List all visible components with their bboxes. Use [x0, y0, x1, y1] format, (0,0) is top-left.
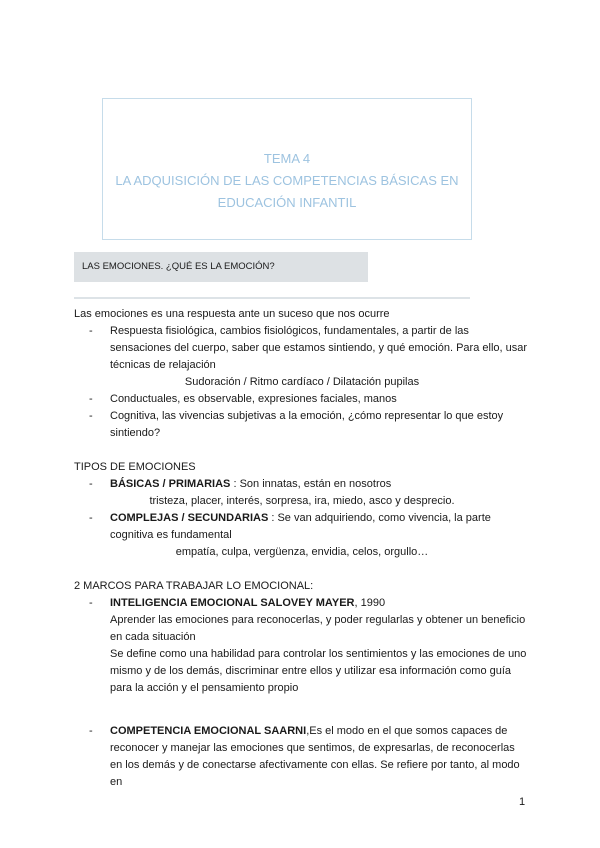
list-dash: -	[89, 325, 93, 337]
list-dash: -	[89, 410, 93, 422]
list-item	[74, 408, 530, 442]
complex-emotions-text: : Se van adquiriendo, como vivencia, la parte cognitiva es fundamental	[110, 512, 491, 541]
section-heading: LAS EMOCIONES. ¿QUÉ ES LA EMOCIÓN?	[74, 252, 368, 282]
intro-text: Las emociones es una respuesta ante un suceso que nos ocurre	[74, 308, 390, 320]
list-dash: -	[89, 393, 93, 405]
framework-1-year: , 1990	[354, 597, 386, 609]
title-box	[102, 98, 472, 240]
topic-number: TEMA 4	[263, 151, 311, 166]
document-body	[74, 306, 530, 791]
list-item	[74, 510, 530, 544]
topic-title-line-2: EDUCACIÓN INFANTIL	[217, 195, 357, 210]
frameworks-heading: 2 MARCOS PARA TRABAJAR LO EMOCIONAL:	[74, 580, 314, 592]
framework-1-paragraph-2: Se define como una habilidad para controlar los sentimientos y las emociones de uno mismo y de los demás, discriminar entre ellos y utilizar esa información como guía para la acción y el pensamiento propio	[110, 648, 527, 694]
list-item-text: Conductuales, es observable, expresiones faciales, manos	[110, 393, 397, 405]
types-heading: TIPOS DE EMOCIONES	[74, 461, 196, 473]
list-dash: -	[89, 512, 93, 524]
physiological-examples: Sudoración / Ritmo cardíaco / Dilatación pupilas	[184, 376, 420, 388]
framework-2-label: COMPETENCIA EMOCIONAL SAARNI	[110, 725, 307, 737]
list-dash: -	[89, 597, 93, 609]
framework-1-label: INTELIGENCIA EMOCIONAL SALOVEY MAYER	[110, 597, 355, 609]
list-item-text: Cognitiva, las vivencias subjetivas a la emoción, ¿cómo representar lo que estoy sintiendo?	[110, 410, 504, 439]
basic-emotions-label: BÁSICAS / PRIMARIAS	[110, 478, 231, 490]
list-item	[74, 595, 530, 697]
list-item	[74, 323, 530, 374]
framework-1-paragraph-1: Aprender las emociones para reconocerlas, y poder regularlas y obtener un beneficio en cada situación	[110, 614, 526, 643]
list-item	[74, 391, 530, 408]
basic-emotions-text: : Son innatas, están en nosotros	[230, 478, 392, 490]
page-number: 1	[519, 796, 526, 808]
topic-title-line-1: LA ADQUISICIÓN DE LAS COMPETENCIAS BÁSICAS EN	[115, 173, 459, 188]
basic-emotions-examples: tristeza, placer, interés, sorpresa, ira, miedo, asco y desprecio.	[149, 495, 455, 507]
list-item	[74, 723, 530, 791]
divider	[74, 297, 470, 299]
complex-emotions-label: COMPLEJAS / SECUNDARIAS	[110, 512, 269, 524]
list-item-text: Respuesta fisiológica, cambios fisiológicos, fundamentales, a partir de las sensaciones del cuerpo, saber que estamos sintiendo, y qué emoción. Para ello, usar técnicas de relajación	[110, 325, 528, 371]
complex-emotions-examples: empatía, culpa, vergüenza, envidia, celos, orgullo…	[175, 546, 429, 558]
list-dash: -	[89, 478, 93, 490]
framework-2-text: ,Es el modo en el que somos capaces de reconocer y manejar las emociones que sentimos, de expresarlas, de reconocerlas en los demás y de conectarse afectivamente con ellas. Se refiere por tanto, al modo en	[110, 725, 520, 788]
list-dash: -	[89, 725, 93, 737]
list-item	[74, 476, 530, 493]
